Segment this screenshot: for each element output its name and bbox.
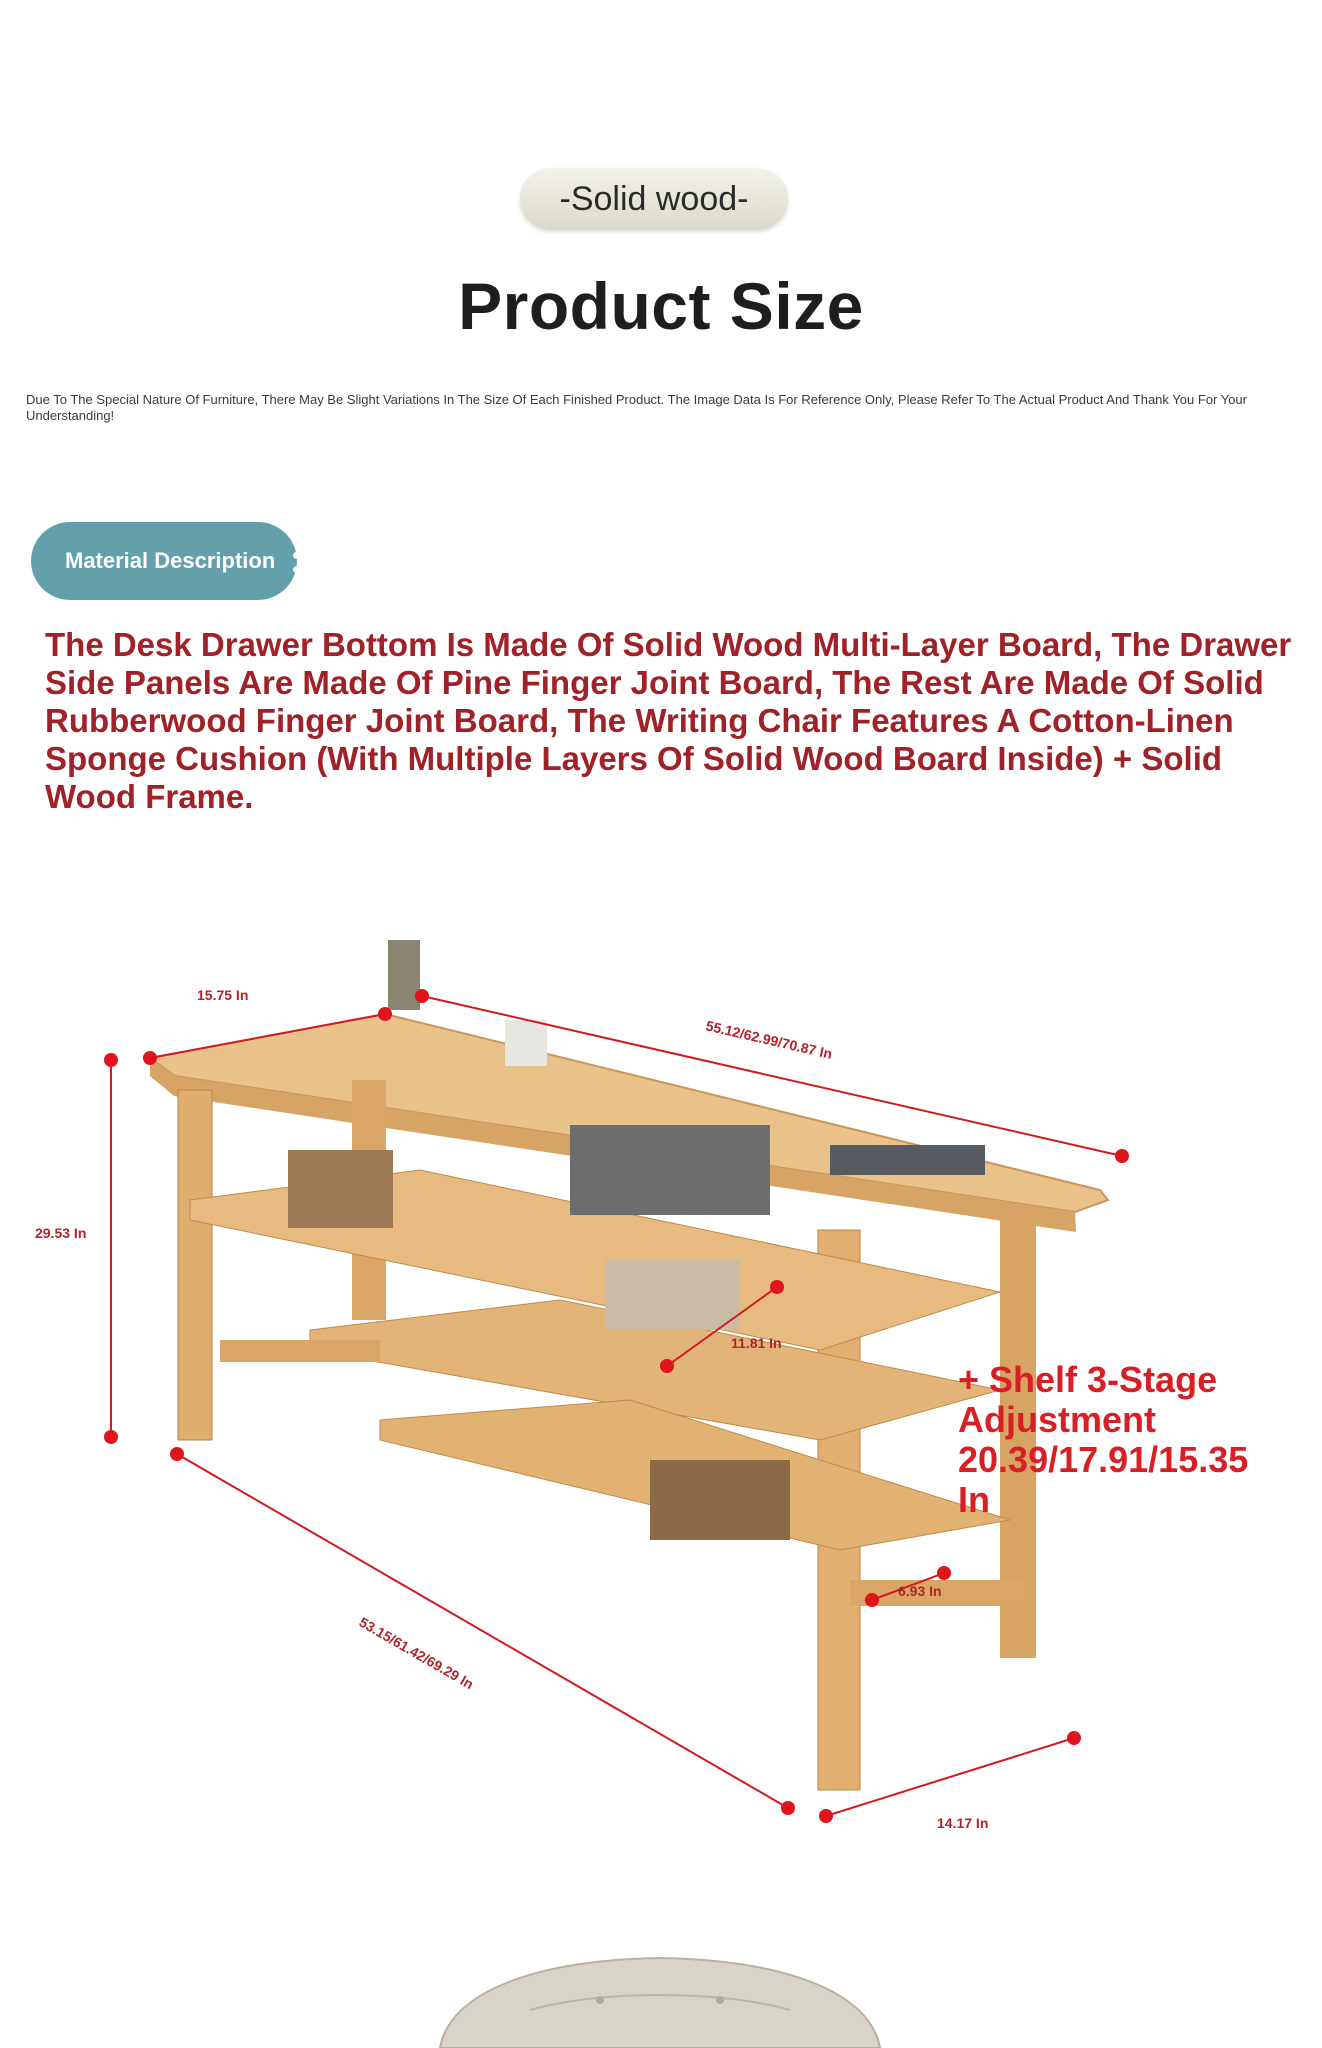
marker-dot (170, 1447, 184, 1461)
marker-dot (415, 989, 429, 1003)
laptop (570, 1125, 770, 1215)
solid-wood-badge: -Solid wood- (520, 168, 788, 230)
material-description-tab (31, 522, 297, 600)
marker-dot (1067, 1731, 1081, 1745)
size-disclaimer: Due To The Special Nature Of Furniture, There May Be Slight Variations In The Size Of Each Finished Product. The Image Data Is For Reference Only, Please Refer To The Actual Product And Thank You For Your Understanding! (26, 392, 1247, 423)
desk-leg (178, 1090, 212, 1440)
height-label: 29.53 In (35, 1225, 87, 1241)
vase (388, 940, 420, 1010)
marker-dot (1115, 1149, 1129, 1163)
bottom-length-label: 53.15/61.42/69.29 In (356, 1613, 477, 1693)
page-title: Product Size (458, 269, 864, 343)
marker-dot (378, 1007, 392, 1021)
marker-dot (819, 1809, 833, 1823)
dot-icon (293, 552, 300, 559)
marker-dot (660, 1359, 674, 1373)
marker-dot (937, 1566, 951, 1580)
storage-basket (650, 1460, 790, 1540)
marker-dot (865, 1593, 879, 1607)
book-stack (830, 1145, 985, 1175)
cushion-tuft (716, 1996, 724, 2004)
shelf-depth-label: 11.81 In (731, 1335, 782, 1351)
cushion-tuft (596, 1996, 604, 2004)
marker-dot (104, 1430, 118, 1444)
marker-dot (104, 1053, 118, 1067)
chair-cushion-image (380, 1950, 940, 2048)
chair-cushion (440, 1958, 880, 2048)
book-stack (605, 1260, 740, 1330)
desk-stretcher (220, 1340, 380, 1362)
bottom-depth-label: 14.17 In (937, 1815, 989, 1831)
material-description-text: The Desk Drawer Bottom Is Made Of Solid Wood Multi-Layer Board, The Drawer Side Panels Are Made Of Pine Finger Joint Board, The Rest Are Made Of Solid Rubberwood Finger Joint Board, The Writing Chair Features A Cotton-Linen Sponge Cushion (With Multiple Layers Of Solid Wood Board Inside) + Solid Wood Frame. (45, 626, 1292, 815)
marker-dot (770, 1280, 784, 1294)
dot-icon (293, 566, 300, 573)
material-description-label: Material Description (65, 548, 276, 573)
top-depth-label: 15.75 In (197, 987, 249, 1003)
marker-dot (143, 1051, 157, 1065)
pen-holder (505, 1020, 547, 1066)
marker-dot (781, 1801, 795, 1815)
top-length-label: 55.12/62.99/70.87 In (704, 1017, 834, 1062)
shelf-adjustment-note: + Shelf 3-Stage Adjustment 20.39/17.91/15.35 In (958, 1359, 1249, 1520)
lower-shelf-depth-label: 6.93 In (898, 1583, 942, 1599)
storage-basket (288, 1150, 393, 1228)
